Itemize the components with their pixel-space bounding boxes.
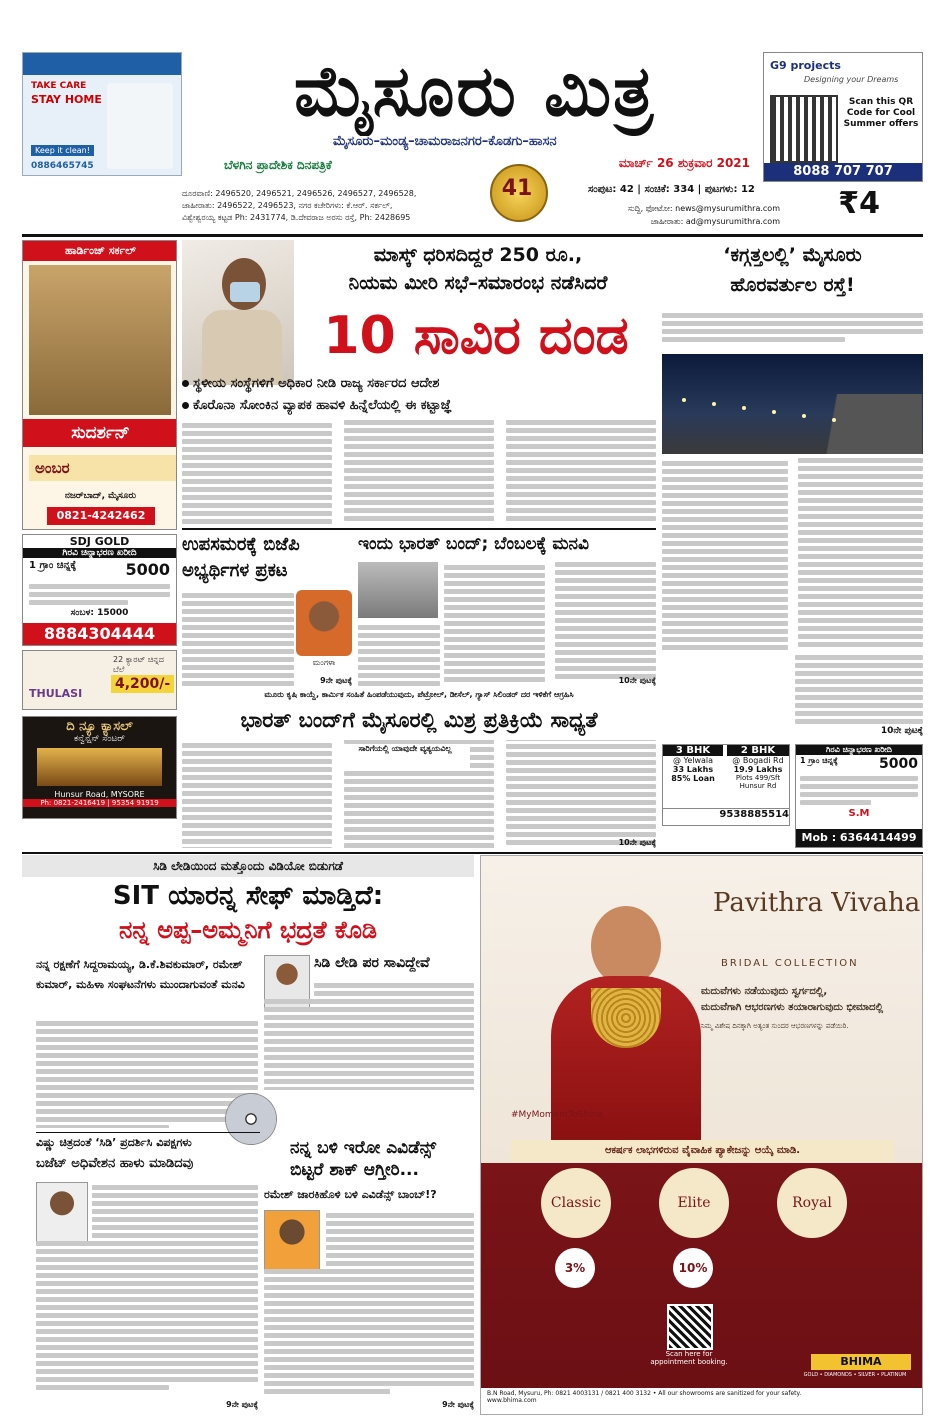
thulasi-name: THULASI <box>29 687 83 700</box>
cdlady-headline: ಸಿಡಿ ಲೇಡಿ ಪರ ಸಾವಿದ್ದೇವೆ <box>314 955 430 971</box>
ad-top-left[interactable] <box>22 52 182 176</box>
ad-sdj-gold[interactable] <box>22 534 177 646</box>
masthead-subtitle: ಮೈಸೂರು–ಮಂಡ್ಯ–ಚಾಮರಾಜನಗರ–ಕೊಡಗು–ಹಾಸನ <box>333 134 557 149</box>
evidence-kicker: ರಮೇಶ್ ಜಾರಕಿಹೊಳಿ ಬಳಿ ಎವಿಡೆನ್ಸ್ ಬಾಂಬ್!? <box>264 1188 437 1201</box>
contact-branch: ವಿಶ್ವೇಶ್ವರಯ್ಯ ಕಟ್ಟಡ Ph: 2431774, ಡಿ.ದೇವರಾಜ ಅರಸು ರಸ್ತೆ, Ph: 2428695 <box>182 213 411 222</box>
issue-info: ಸಂಪುಟ: 42 | ಸಂಚಿಕೆ: 334 | ಪುಟಗಳು: 12 <box>588 184 755 195</box>
sdj-sub: ಗಿರವಿ ಚಿನ್ನಾಭರಣ ಖರೀದಿ <box>23 548 176 558</box>
evidence-body <box>264 1210 474 1410</box>
email-ads: ಜಾಹೀರಾತು: ad@mysurumithra.com <box>650 217 780 226</box>
g9-tag: Designing your Dreams <box>804 75 899 84</box>
sit-body <box>36 1018 258 1128</box>
bhima-logo: BHIMA <box>811 1354 911 1370</box>
qr-text: Scan this QR Code for Cool Summer offers <box>843 97 919 129</box>
sm-phone: Mob : 6364414499 <box>796 829 922 847</box>
anniversary-badge <box>478 150 556 228</box>
pkg-elite[interactable]: Elite <box>659 1168 729 1238</box>
bhima-line3: ನಿಮ್ಮ ವಿಶೇಷ ದಿನಕ್ಕಾಗಿ ಅತ್ಯಂತ ಸುಂದರ ಆಭರಣಗಳನ್ನು ಪಡೆಯಿರಿ. <box>701 1022 849 1030</box>
brand-ambara: ಅಂಬರ <box>29 455 177 481</box>
bandh-continued: 10ನೇ ಪುಟಕ್ಕೆ <box>618 676 656 685</box>
thulasi-price: 4,200/- <box>111 675 174 693</box>
sdj-rate: 5000 <box>125 560 170 579</box>
sdj-salary: ಸಂಬಳ: 15000 <box>70 608 129 618</box>
email-block <box>580 202 780 230</box>
road-continued: 10ನೇ ಪುಟಕ್ಕೆ <box>880 726 923 736</box>
sm-sub: ಗಿರವಿ ಚಿನ್ನಾಭರಣ ಖರೀದಿ <box>796 745 922 755</box>
hardinge-place: ನಜರ್‌ಬಾದ್, ಮೈಸೂರು <box>64 491 137 501</box>
contact-ads: ಜಾಹೀರಾತು: 2496522, 2496523, ನಗರ ಕಚೇರಿಗಳು: ಕೆ.ಆರ್. ಸರ್ಕಲ್, <box>182 201 393 210</box>
volume: ಸಂಪುಟ: 42 <box>588 184 634 195</box>
bullet-icon <box>182 380 189 387</box>
qr-code-icon <box>770 95 838 163</box>
cd-banner: ಸಿಡಿ ಲೇಡಿಯಿಂದ ಮತ್ತೊಂದು ವಿಡಿಯೋ ಬಿಡುಗಡೆ <box>22 855 474 877</box>
road-body <box>662 458 923 650</box>
masthead-date: ಮಾರ್ಚ್ 26 ಶುಕ್ರವಾರ 2021 <box>618 156 750 170</box>
road-photo <box>662 354 923 454</box>
ad-hardinge[interactable] <box>22 240 177 530</box>
bhima-brand: Pavithra Vivaha <box>713 888 921 918</box>
price2: 19.9 Lakhs <box>733 765 783 774</box>
qr-code-icon <box>667 1304 713 1350</box>
vishu-headline-2: ಬಜೆಟ್ ಅಧಿವೇಶನ ಹಾಳು ಮಾಡಿದವು <box>36 1156 194 1171</box>
sit-headline-1: SIT ಯಾರನ್ನ ಸೇಫ್ ಮಾಡ್ತಿದೆ: <box>112 881 384 911</box>
bhima-sub: BRIDAL COLLECTION <box>721 958 859 969</box>
sit-deck: ನನ್ನ ರಕ್ಷಣೆಗೆ ಸಿದ್ದರಾಮಯ್ಯ, ಡಿ.ಕೆ.ಶಿವಕುಮಾರ್, ರಮೇಶ್ ಕುಮಾರ್, ಮಹಿಳಾ ಸಂಘಟನೆಗಳು ಮುಂದಾಗುವಂತೆ ಮನವಿ <box>36 958 245 991</box>
price3: 33 Lakhs <box>672 765 714 774</box>
thulasi-tag: 22 ಕ್ಯಾರಟ್ ಚಿನ್ನದ ಬೆಲೆ <box>113 655 164 674</box>
plots: Plots 499/Sft Hunsur Rd <box>735 774 781 790</box>
lead-bullet-1 <box>182 376 656 396</box>
road-headline-1: ‘ಕಗ್ಗತ್ತಲಲ್ಲಿ’ ಮೈಸೂರು <box>723 244 862 266</box>
lead-bullet-2 <box>182 398 656 418</box>
bhk2: 2 BHK <box>727 745 789 756</box>
ad-line2: STAY HOME <box>31 93 102 106</box>
bhima-logo-sub: GOLD • DIAMONDS • SILVER • PLATINUM <box>803 1372 907 1378</box>
issue: ಸಂಚಿಕೆ: 334 <box>644 184 695 195</box>
lead-kicker-2: ನಿಯಮ ಮೀರಿ ಸಭೆ–ಸಮಾರಂಭ ನಡೆಸಿದರೆ <box>348 272 608 294</box>
bypoll-continued: 9ನೇ ಪುಟಕ್ಕೆ <box>320 676 352 685</box>
ad-line3: Keep it clean! <box>31 145 94 156</box>
bypoll-caption: ಮಂಗಳಾ <box>312 658 336 667</box>
loan: 85% Loan <box>671 774 715 783</box>
vishu-continued: 9ನೇ ಪುಟಕ್ಕೆ <box>226 1400 258 1409</box>
bhima-line1: ಮದುವೆಗಳು ನಡೆಯುವುದು ಸ್ವರ್ಗದಲ್ಲಿ, <box>701 986 828 997</box>
anniv-number: 41 <box>501 176 533 201</box>
pct-10: 10% <box>673 1248 713 1288</box>
bhima-scan: Scan here for appointment booking. <box>650 1350 728 1366</box>
masthead-tagline: ಬೆಳಗಿನ ಪ್ರಾದೇಶಿಕ ದಿನಪತ್ರಿಕೆ <box>224 158 332 172</box>
bhima-packages: ಆಕರ್ಷಕ ಲಾಭಗಳಿರುವ ವೈವಾಹಿಕ ಪ್ಯಾಕೇಜನ್ನು ಆಯ್ಕೆ ಮಾಡಿ. <box>511 1140 894 1162</box>
g9-phone: 8088 707 707 <box>764 163 922 181</box>
lead-bullet-1-text: ಸ್ಥಳೀಯ ಸಂಸ್ಥೆಗಳಿಗೆ ಅಧಿಕಾರ ನೀಡಿ ರಾಜ್ಯ ಸರ್ಕಾರದ ಆದೇಶ <box>193 376 440 391</box>
bandh2-headline: ಭಾರತ್ ಬಂದ್‌ಗೆ ಮೈಸೂರಲ್ಲಿ ಮಿಶ್ರ ಪ್ರತಿಕ್ರಿಯೆ ಸಾಧ್ಯತೆ <box>240 708 598 732</box>
sm-gram: 1 ಗ್ರಾಂ ಚಿನ್ನಕ್ಕೆ <box>800 756 838 765</box>
brand-sudarshan: ಸುದರ್ಶನ್ <box>23 419 177 447</box>
ad-realty[interactable] <box>662 744 790 826</box>
lead-photo <box>182 240 294 385</box>
sdj-gram: 1 ಗ್ರಾಂ ಚಿನ್ನಕ್ಕೆ <box>29 560 77 571</box>
road-body-2 <box>795 652 923 724</box>
ad-thulasi[interactable] <box>22 650 177 710</box>
ad-top-right[interactable] <box>763 52 923 182</box>
sm-brand: S.M <box>848 808 870 819</box>
evidence-headline-1: ನನ್ನ ಬಳಿ ಇರೋ ಎವಿಡೆನ್ಸ್ <box>290 1138 437 1158</box>
masthead-title: ಮೈಸೂರು ಮಿತ್ರ <box>293 50 656 132</box>
bullet-icon <box>182 402 189 409</box>
price: ₹4 <box>838 186 880 221</box>
cdlady-body <box>264 980 474 1090</box>
bypoll-photo <box>296 590 352 656</box>
loc3: @ Yelwala <box>672 756 714 765</box>
bhk3: 3 BHK <box>663 745 723 756</box>
pkg-classic[interactable]: Classic <box>541 1168 611 1238</box>
hardinge-title: ಹಾರ್ಡಿಂಜ್ ಸರ್ಕಲ್ <box>23 241 177 261</box>
realty-phone: 9538885514 <box>663 808 790 825</box>
contact-block <box>182 188 482 228</box>
evidence-headline-2: ಬಿಟ್ಟರೆ ಶಾಕ್ ಆಗ್ತೀರಿ... <box>290 1160 419 1180</box>
lead-kicker-1: ಮಾಸ್ಕ್ ಧರಿಸದಿದ್ದರೆ 250 ರೂ., <box>373 244 583 266</box>
ad-newcastle[interactable] <box>22 716 177 819</box>
bandh-body-2 <box>358 622 440 686</box>
newcastle-sub: ಕನ್ವೆನ್ಷನ್ ಸೆಂಟರ್ <box>74 734 125 744</box>
vishu-headline-1: ವಿಷ್ಣು ಚಿತ್ರದಂತೆ ‘ಸಿಡಿ’ ಪ್ರದರ್ಶಿಸಿ ವಿಪಕ್ಷಗಳು <box>36 1136 192 1149</box>
g9-brand: G9 projects <box>770 59 841 72</box>
bandh-body <box>444 562 656 686</box>
pages: ಪುಟಗಳು: 12 <box>704 184 755 195</box>
pct-3: 3% <box>555 1248 595 1288</box>
lead-bullet-2-text: ಕೊರೊನಾ ಸೋಂಕಿನ ವ್ಯಾಪಕ ಹಾವಳಿ ಹಿನ್ನೆಲೆಯಲ್ಲಿ ಈ ಕಟ್ಟಾಜ್ಞೆ <box>193 398 452 413</box>
bandh-photo <box>358 562 438 618</box>
bypoll-headline-1: ಉಪಸಮರಕ್ಕೆ ಬಿಜೆಪಿ <box>182 534 300 555</box>
hardinge-phone: 0821-4242462 <box>47 507 155 525</box>
bandh2-kicker: ಮೂರು ಕೃಷಿ ಕಾಯ್ದೆ, ಕಾರ್ಮಿಕ ಸಂಹಿತೆ ಹಿಂಪಡೆಯುವುದು, ಪೆಟ್ರೋಲ್, ಡೀಸೆಲ್, ಗ್ಯಾಸ್ ಸಿಲಿಂಡರ್ ದರ ಇಳಿಕೆಗೆ ಆಗ್ರಹಿಸಿ <box>264 690 574 699</box>
bandh2-side: ಸಾರಿಗೆಯಲ್ಲಿ ಯಾವುದೇ ವ್ಯತ್ಯಯವಿಲ್ಲ <box>340 744 470 768</box>
contact-phone: ದೂರವಾಣಿ: 2496520, 2496521, 2496526, 2496527, 2496528, <box>182 189 417 198</box>
bride-photo <box>521 896 731 1146</box>
road-headline-box <box>662 240 923 308</box>
lead-body <box>182 420 656 524</box>
vishu-body <box>36 1182 258 1412</box>
bypoll-headline-2: ಅಭ್ಯರ್ಥಿಗಳ ಪ್ರಕಟ <box>182 560 288 581</box>
ad-bhima[interactable] <box>480 855 923 1415</box>
newcastle-title: ದಿ ನ್ಯೂ ಕ್ಯಾಸಲ್ <box>66 719 133 734</box>
sm-rate: 5000 <box>879 756 918 772</box>
road-headline-2: ಹೊರವರ್ತುಲ ರಸ್ತೆ! <box>730 274 855 296</box>
email-news: ಸುದ್ದಿ, ಫೋಟೋ: news@mysurumithra.com <box>627 204 780 213</box>
pkg-royal[interactable]: Royal <box>777 1168 847 1238</box>
ad-line1: TAKE CARE <box>31 81 87 91</box>
bhima-line2: ಮದುವೆಗಾಗಿ ಆಭರಣಗಳು ತಯಾರಾಗುವುದು ಭೀಮಾದಲ್ಲಿ <box>701 1002 884 1013</box>
loc2: @ Bogadi Rd <box>732 756 784 765</box>
lead-headline: 10 ಸಾವಿರ ದಂಡ <box>323 306 629 366</box>
sit-headline-2: ನನ್ನ ಅಪ್ಪ–ಅಮ್ಮನಿಗೆ ಭದ್ರತೆ ಕೊಡಿ <box>118 916 378 944</box>
bhima-web[interactable]: www.bhima.com <box>487 1397 537 1404</box>
road-bullets <box>662 310 923 350</box>
bandh2-continued: 10ನೇ ಪುಟಕ್ಕೆ <box>618 838 656 847</box>
newcastle-phone: Ph: 0821-2416419 | 95354 91919 <box>23 799 176 807</box>
sdj-title: SDJ GOLD <box>69 535 130 548</box>
newcastle-addr: Hunsur Road, MYSORE <box>54 790 145 799</box>
evidence-continued: 9ನೇ ಪುಟಕ್ಕೆ <box>442 1400 474 1409</box>
bandh-headline: ಇಂದು ಭಾರತ್ ಬಂದ್; ಬೆಂಬಲಕ್ಕೆ ಮನವಿ <box>358 534 589 554</box>
ad-sm-gold[interactable] <box>795 744 923 848</box>
sdj-phone: 8884304444 <box>23 623 176 645</box>
bypoll-body <box>182 590 294 686</box>
bhima-hashtag: #MyMomentToShine <box>511 1110 604 1120</box>
ad-phone: 0886465745 <box>31 161 94 171</box>
bhima-addr: B.N Road, Mysuru, Ph: 0821 4003131 / 0821 400 3132 • All our showrooms are sanitized for your safety. <box>487 1390 802 1397</box>
